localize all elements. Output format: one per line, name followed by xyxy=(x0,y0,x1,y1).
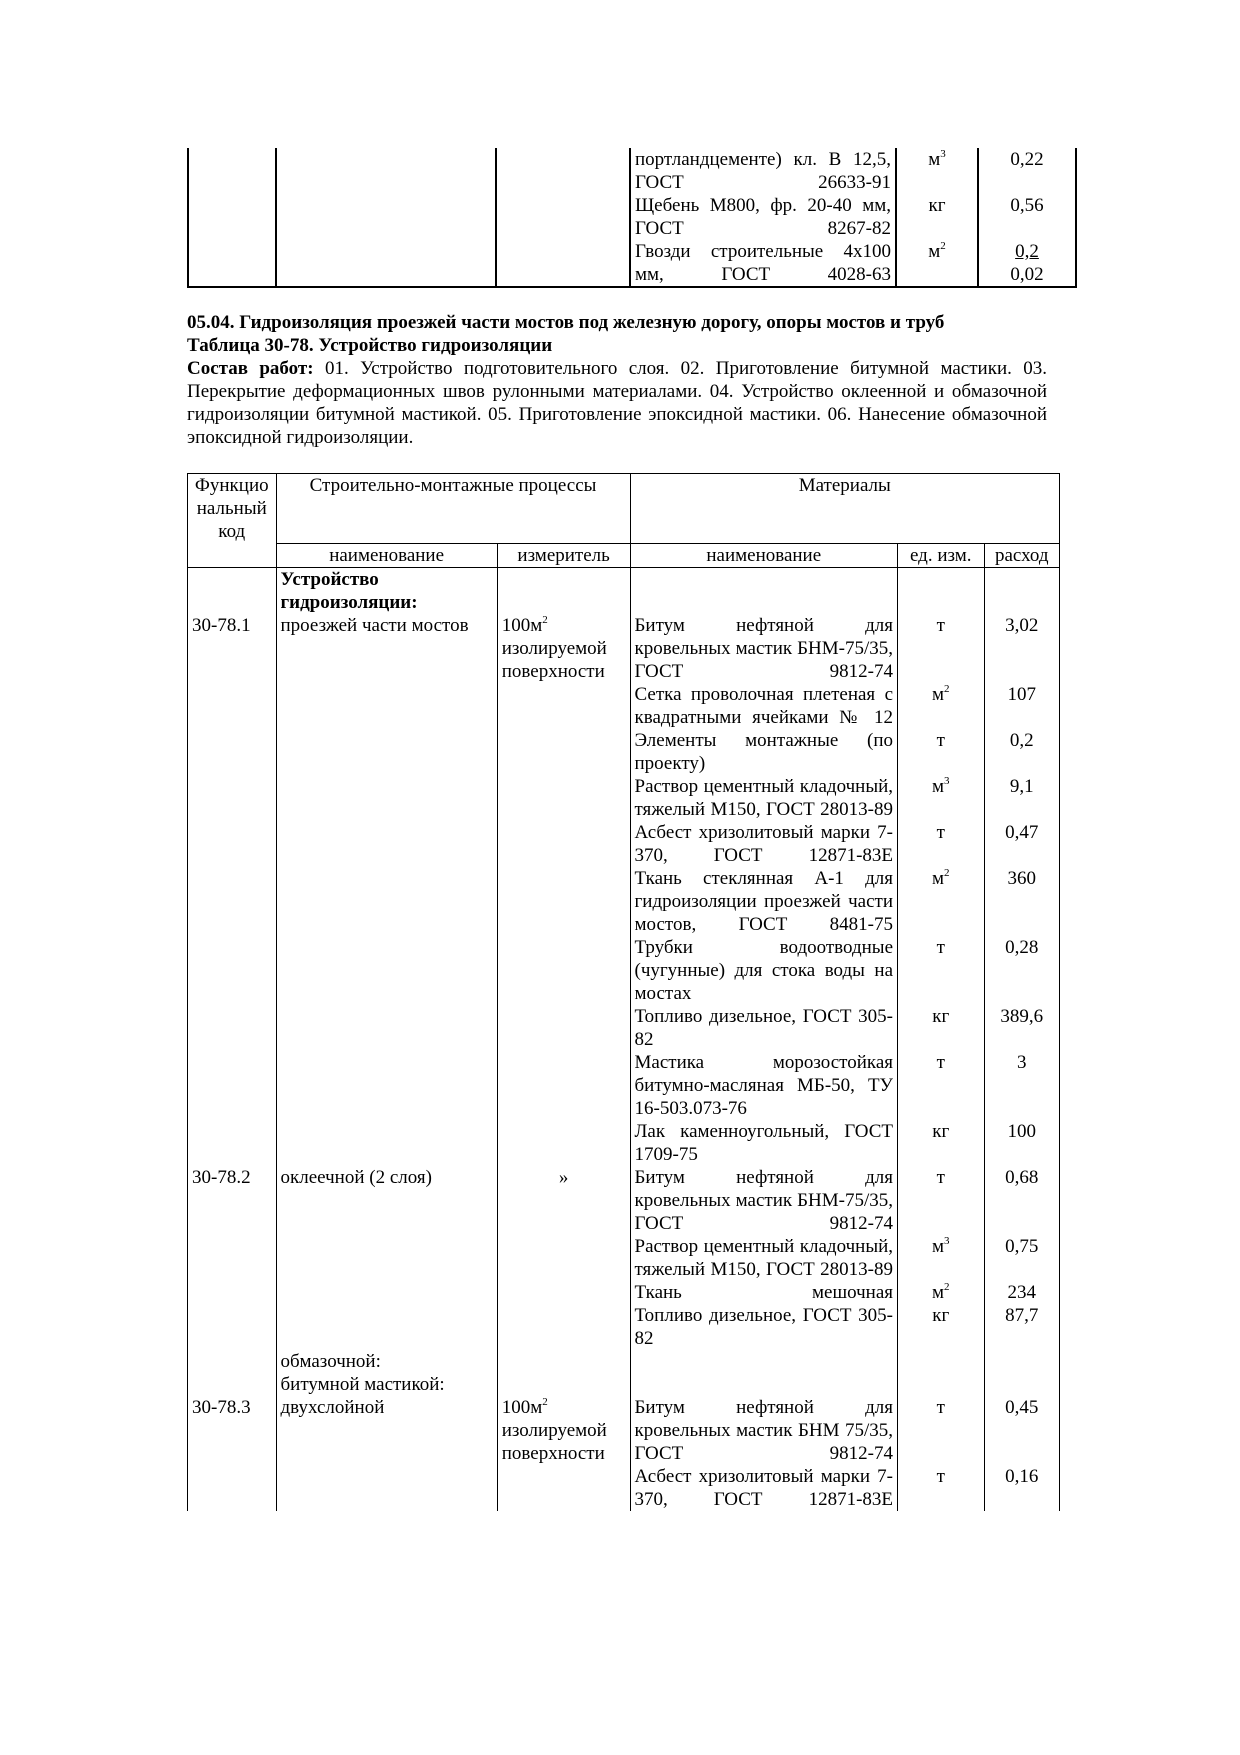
row-unit xyxy=(898,729,984,775)
row-material: Ткань мешочная xyxy=(630,1281,898,1304)
empty-cell xyxy=(188,1350,277,1396)
row-measure xyxy=(497,1304,630,1350)
empty-cell xyxy=(630,1350,898,1396)
row-material: Лак каменноугольный, ГОСТ 1709-75 xyxy=(630,1120,898,1166)
section-heading: 05.04. Гидроизоляция проезжей части мостов под железную дорогу, опоры мостов и труб xyxy=(187,312,945,333)
row-material: Раствор цементный кладочный, тяжелый М150, ГОСТ 28013-89 xyxy=(630,1235,898,1281)
row-measure: » xyxy=(497,1166,630,1235)
empty-cell xyxy=(496,194,630,240)
continuation-row xyxy=(188,240,1076,287)
row-code xyxy=(188,936,277,1005)
row-material: Раствор цементный кладочный, тяжелый М150, ГОСТ 28013-89 xyxy=(630,775,898,821)
table-row xyxy=(188,1120,1060,1166)
row-unit xyxy=(898,775,984,821)
unit-text: м xyxy=(931,868,945,889)
material-name: портландцементе) кл. В 12,5, ГОСТ 26633-91 xyxy=(630,148,896,194)
table-row xyxy=(188,1051,1060,1120)
row-rate: 389,6 xyxy=(984,1005,1060,1051)
row-rate: 0,75 xyxy=(984,1235,1060,1281)
empty-cell xyxy=(984,1350,1060,1396)
row-rate: 100 xyxy=(984,1120,1060,1166)
material-unit xyxy=(896,240,978,287)
unit-superscript: 3 xyxy=(940,147,946,160)
row-unit xyxy=(898,936,984,1005)
row-process xyxy=(276,775,497,821)
row-measure xyxy=(497,1051,630,1120)
row-measure xyxy=(497,821,630,867)
header-rate: расход xyxy=(984,544,1060,568)
row-material: Мастика морозостойкая битумно-масляная МБ-50, ТУ 16-503.073-76 xyxy=(630,1051,898,1120)
table-row xyxy=(188,936,1060,1005)
row-process xyxy=(276,729,497,775)
empty-cell xyxy=(630,568,898,615)
row-unit xyxy=(898,1235,984,1281)
row-measure xyxy=(497,1235,630,1281)
unit-text: кг xyxy=(932,1121,950,1142)
table-row xyxy=(188,1396,1060,1465)
unit-superscript: 2 xyxy=(944,866,950,879)
row-code xyxy=(188,1120,277,1166)
row-material: Топливо дизельное, ГОСТ 305-82 xyxy=(630,1005,898,1051)
empty-cell xyxy=(276,240,496,287)
row-code xyxy=(188,1304,277,1350)
unit-text: кг xyxy=(932,1006,950,1027)
unit-superscript: 2 xyxy=(944,682,950,695)
table-row xyxy=(188,1304,1060,1350)
measure-text: 100м xyxy=(501,615,543,636)
unit-superscript: 2 xyxy=(940,239,946,252)
empty-cell xyxy=(276,148,496,194)
row-measure xyxy=(497,614,630,683)
table-row xyxy=(188,1005,1060,1051)
group-title-row xyxy=(188,568,1060,615)
row-rate: 0,68 xyxy=(984,1166,1060,1235)
table-row xyxy=(188,1235,1060,1281)
works-paragraph xyxy=(187,357,1047,449)
measure-rest: изолируемой поверхности xyxy=(501,1420,607,1464)
empty-cell xyxy=(188,194,276,240)
unit-text: т xyxy=(936,822,945,843)
unit-text: кг xyxy=(932,1305,950,1326)
row-code xyxy=(188,867,277,936)
row-process: проезжей части мостов xyxy=(276,614,497,683)
continuation-row xyxy=(188,194,1076,240)
header-measure: измеритель xyxy=(497,544,630,568)
header-unit: ед. изм. xyxy=(898,544,984,568)
row-process xyxy=(276,1465,497,1511)
row-measure xyxy=(497,1396,630,1465)
row-unit xyxy=(898,821,984,867)
header-materials: Материалы xyxy=(630,474,1060,544)
unit-text: т xyxy=(936,1397,945,1418)
row-rate: 0,28 xyxy=(984,936,1060,1005)
row-process xyxy=(276,867,497,936)
row-material: Битум нефтяной для кровельных мастик БНМ-75/35, ГОСТ 9812-74 xyxy=(630,614,898,683)
empty-cell xyxy=(496,240,630,287)
unit-superscript: 3 xyxy=(944,774,950,787)
table-row xyxy=(188,1281,1060,1304)
unit-superscript: 2 xyxy=(944,1280,950,1293)
row-measure xyxy=(497,1465,630,1511)
row-measure xyxy=(497,683,630,729)
row-material: Ткань стеклянная А-1 для гидроизоляции проезжей части мостов, ГОСТ 8481-75 xyxy=(630,867,898,936)
unit-text: т xyxy=(936,1466,945,1487)
continuation-table xyxy=(187,148,1077,288)
measure-rest: изолируемой поверхности xyxy=(501,638,607,682)
empty-cell xyxy=(496,148,630,194)
row-rate: 9,1 xyxy=(984,775,1060,821)
row-rate: 3,02 xyxy=(984,614,1060,683)
row-rate: 3 xyxy=(984,1051,1060,1120)
row-code xyxy=(188,1051,277,1120)
row-measure xyxy=(497,775,630,821)
works-label: Состав работ: xyxy=(187,358,314,379)
row-unit xyxy=(898,1304,984,1350)
table-row xyxy=(188,867,1060,936)
works-text: 01. Устройство подготовительного слоя. 02. Приготовление битумной мастики. 03. Перекрытие деформационных швов рулонными материалами. 04. Устройство оклеенной и обмазочной гидроизоляции битумной мастикой. 05. Приготовление эпоксидной мастики. 06. Нанесение обмазочной эпоксидной гидроизоляции. xyxy=(187,358,1047,448)
row-material: Трубки водоотводные (чугунные) для стока воды на мостах xyxy=(630,936,898,1005)
section-header xyxy=(187,311,1047,449)
row-rate: 0,16 xyxy=(984,1465,1060,1511)
rate-value: 0,2 xyxy=(1015,241,1039,262)
row-process xyxy=(276,1120,497,1166)
table-row xyxy=(188,1465,1060,1511)
row-process: оклеечной (2 слоя) xyxy=(276,1166,497,1235)
row-process xyxy=(276,1281,497,1304)
row-process xyxy=(276,821,497,867)
material-rate: 0,56 xyxy=(978,194,1076,240)
empty-cell xyxy=(276,194,496,240)
row-code xyxy=(188,775,277,821)
row-unit xyxy=(898,1005,984,1051)
unit-text: м xyxy=(931,1236,945,1257)
table-row xyxy=(188,683,1060,729)
row-rate: 0,2 xyxy=(984,729,1060,775)
row-unit xyxy=(898,1120,984,1166)
row-material: Топливо дизельное, ГОСТ 305-82 xyxy=(630,1304,898,1350)
row-material: Асбест хризолитовый марки 7-370, ГОСТ 12871-83Е xyxy=(630,1465,898,1511)
row-unit xyxy=(898,1166,984,1235)
material-rate xyxy=(978,240,1076,287)
rate-value-secondary: 0,02 xyxy=(1010,264,1044,285)
header-process-name: наименование xyxy=(276,544,497,568)
row-unit xyxy=(898,1281,984,1304)
subgroup-line: битумной мастикой: xyxy=(280,1374,445,1395)
row-measure xyxy=(497,1120,630,1166)
table-row xyxy=(188,1166,1060,1235)
row-code xyxy=(188,729,277,775)
unit-text: т xyxy=(936,1052,945,1073)
row-process xyxy=(276,683,497,729)
measure-superscript: 2 xyxy=(542,1395,548,1408)
empty-cell xyxy=(898,1350,984,1396)
header-processes: Строительно-монтажные процессы xyxy=(276,474,630,544)
row-process xyxy=(276,1304,497,1350)
row-unit xyxy=(898,1396,984,1465)
row-process xyxy=(276,1235,497,1281)
empty-cell xyxy=(898,568,984,615)
material-name: Гвозди строительные 4х100 мм, ГОСТ 4028-63 xyxy=(630,240,896,287)
row-rate: 0,45 xyxy=(984,1396,1060,1465)
row-measure xyxy=(497,1281,630,1304)
row-code xyxy=(188,1465,277,1511)
unit-text: м xyxy=(928,149,941,170)
table-row xyxy=(188,821,1060,867)
row-material: Сетка проволочная плетеная с квадратными ячейками № 12 xyxy=(630,683,898,729)
row-material: Битум нефтяной для кровельных мастик БНМ-75/35, ГОСТ 9812-74 xyxy=(630,1166,898,1235)
row-process: двухслойной xyxy=(276,1396,497,1465)
unit-text: кг xyxy=(928,195,946,216)
row-measure xyxy=(497,936,630,1005)
material-unit xyxy=(896,194,978,240)
row-process xyxy=(276,1005,497,1051)
subgroup-title xyxy=(276,1350,497,1396)
table-title: Таблица 30-78. Устройство гидроизоляции xyxy=(187,335,553,356)
row-unit xyxy=(898,1465,984,1511)
header-material-name: наименование xyxy=(630,544,898,568)
empty-cell xyxy=(497,568,630,615)
empty-cell xyxy=(497,1350,630,1396)
unit-text: т xyxy=(936,615,945,636)
unit-text: т xyxy=(936,730,945,751)
table-row xyxy=(188,614,1060,683)
row-code xyxy=(188,683,277,729)
continuation-row xyxy=(188,148,1076,194)
unit-text: м xyxy=(931,684,945,705)
material-rate: 0,22 xyxy=(978,148,1076,194)
row-rate: 360 xyxy=(984,867,1060,936)
row-rate: 0,47 xyxy=(984,821,1060,867)
unit-text: м xyxy=(928,241,941,262)
row-material: Асбест хризолитовый марки 7-370, ГОСТ 12871-83Е xyxy=(630,821,898,867)
row-rate: 87,7 xyxy=(984,1304,1060,1350)
unit-superscript: 3 xyxy=(944,1234,950,1247)
material-unit xyxy=(896,148,978,194)
row-process xyxy=(276,936,497,1005)
material-name: Щебень М800, фр. 20-40 мм, ГОСТ 8267-82 xyxy=(630,194,896,240)
row-measure xyxy=(497,1005,630,1051)
unit-text: м xyxy=(931,776,945,797)
empty-cell xyxy=(188,240,276,287)
materials-table xyxy=(187,473,1060,1511)
measure-superscript: 2 xyxy=(542,613,548,626)
row-code xyxy=(188,1281,277,1304)
row-unit xyxy=(898,683,984,729)
row-material: Битум нефтяной для кровельных мастик БНМ 75/35, ГОСТ 9812-74 xyxy=(630,1396,898,1465)
unit-text: т xyxy=(936,1167,945,1188)
row-code xyxy=(188,1005,277,1051)
row-unit xyxy=(898,1051,984,1120)
unit-text: м xyxy=(931,1282,945,1303)
row-material: Элементы монтажные (по проекту) xyxy=(630,729,898,775)
measure-text: 100м xyxy=(501,1397,543,1418)
header-code: Функцио нальный код xyxy=(188,474,277,568)
row-rate: 234 xyxy=(984,1281,1060,1304)
group-title: Устройство гидроизоляции: xyxy=(276,568,497,615)
row-unit xyxy=(898,614,984,683)
row-rate: 107 xyxy=(984,683,1060,729)
subgroup-line: обмазочной: xyxy=(280,1351,381,1372)
row-code: 30-78.3 xyxy=(188,1396,277,1465)
row-code xyxy=(188,1235,277,1281)
row-process xyxy=(276,1051,497,1120)
empty-cell xyxy=(188,148,276,194)
unit-text: т xyxy=(936,937,945,958)
row-code: 30-78.1 xyxy=(188,614,277,683)
row-code xyxy=(188,821,277,867)
table-row xyxy=(188,729,1060,775)
table-row xyxy=(188,775,1060,821)
row-measure xyxy=(497,867,630,936)
table-row xyxy=(188,1350,1060,1396)
row-code: 30-78.2 xyxy=(188,1166,277,1235)
empty-cell xyxy=(188,568,277,615)
row-measure xyxy=(497,729,630,775)
row-unit xyxy=(898,867,984,936)
empty-cell xyxy=(984,568,1060,615)
